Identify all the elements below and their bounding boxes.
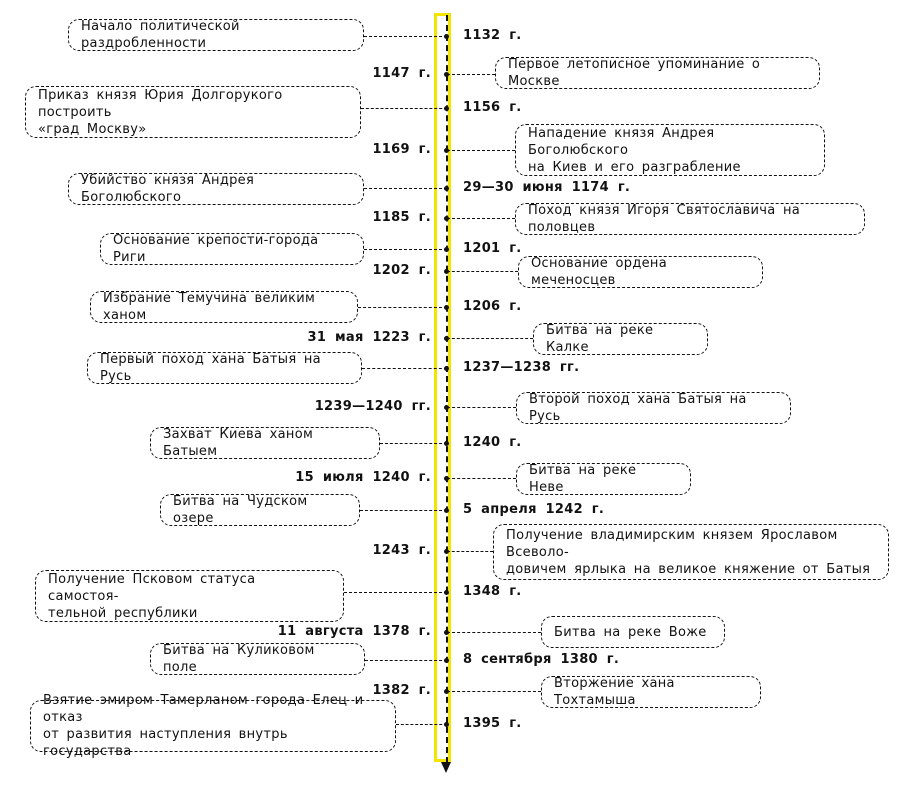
- event-text: Основание ордена меченосцев: [531, 256, 667, 288]
- event-box: [150, 427, 380, 459]
- event-connector: [447, 74, 495, 75]
- event-box: [160, 494, 360, 526]
- event-box: [516, 463, 691, 495]
- event-connector: [447, 632, 541, 633]
- event-date: 31 мая 1223 г.: [307, 330, 431, 345]
- event-date: 15 июля 1240 г.: [295, 470, 431, 485]
- event-box: [90, 291, 358, 323]
- event-box: [515, 124, 825, 176]
- timeline-axis: [446, 15, 448, 763]
- event-box: [68, 19, 364, 51]
- event-connector: [362, 368, 447, 369]
- event-text: Битва на реке Воже: [554, 624, 707, 640]
- event-text: Нападение князя Андрея Боголюбского на Киев и его разграбление: [528, 125, 741, 175]
- event-text: Приказ князя Юрия Долгорукого построить «град Москву»: [38, 87, 283, 137]
- event-box: [87, 352, 362, 384]
- event-connector: [360, 510, 447, 511]
- event-text: Битва на Чудском озере: [173, 494, 308, 526]
- event-box: [516, 392, 791, 424]
- event-text: Убийство князя Андрея Боголюбского: [81, 173, 255, 205]
- event-box: [533, 323, 708, 355]
- event-box: [30, 693, 396, 759]
- event-connector: [447, 478, 516, 479]
- event-connector: [447, 218, 515, 219]
- event-connector: [364, 36, 447, 37]
- event-connector: [447, 271, 518, 272]
- event-date: 1156 г.: [463, 100, 522, 115]
- event-connector: [361, 108, 447, 109]
- timeline-axis-highlight: [434, 13, 451, 762]
- event-text: Захват Киева ханом Батыем: [163, 427, 314, 459]
- event-box: [493, 524, 889, 580]
- event-connector: [447, 407, 516, 408]
- event-date: 1206 г.: [463, 299, 522, 314]
- event-connector: [364, 249, 447, 250]
- event-text: Основание крепости-города Риги: [113, 233, 319, 265]
- event-box: [150, 643, 365, 675]
- event-text: Поход князя Игоря Святославича на половцев: [528, 203, 801, 235]
- event-text: Избрание Темучина великим ханом: [103, 291, 316, 323]
- event-connector: [447, 551, 493, 552]
- event-box: [495, 57, 820, 89]
- event-box: [25, 86, 361, 138]
- event-text: Битва на Куликовом поле: [163, 643, 315, 675]
- event-connector: [396, 724, 447, 725]
- event-text: Получение Псковом статуса самостоя- тельной республики: [48, 571, 256, 621]
- event-date: 1132 г.: [463, 28, 522, 43]
- event-connector: [364, 188, 447, 189]
- event-connector: [358, 307, 447, 308]
- event-date: 1185 г.: [372, 210, 431, 225]
- event-connector: [380, 443, 447, 444]
- event-date: 1147 г.: [372, 66, 431, 81]
- event-box: [35, 570, 344, 622]
- event-date: 1202 г.: [372, 263, 431, 278]
- timeline-arrow-icon: [441, 762, 451, 773]
- event-date: 11 августа 1378 г.: [277, 624, 431, 639]
- event-connector: [365, 660, 447, 661]
- event-box: [518, 256, 763, 288]
- event-date: 1239—1240 гг.: [314, 399, 431, 414]
- event-date: 1382 г.: [372, 683, 431, 698]
- event-text: Второй поход хана Батыя на Русь: [529, 392, 747, 424]
- event-box: [541, 676, 761, 708]
- event-connector: [447, 150, 515, 151]
- event-date: 1201 г.: [463, 241, 522, 256]
- event-text: Начало политической раздробленности: [81, 19, 240, 51]
- event-date: 8 сентября 1380 г.: [463, 652, 620, 667]
- event-date: 1243 г.: [372, 543, 431, 558]
- event-date: 1395 г.: [463, 716, 522, 731]
- event-connector: [344, 592, 447, 593]
- event-text: Первый поход хана Батыя на Русь: [100, 352, 321, 384]
- event-connector: [447, 691, 541, 692]
- event-date: 1240 г.: [463, 435, 522, 450]
- event-text: Битва на реке Неве: [529, 463, 637, 495]
- event-box: [100, 233, 364, 265]
- event-box: [68, 173, 364, 205]
- event-text: Битва на реке Калке: [546, 323, 654, 355]
- event-text: Вторжение хана Тохтамыша: [554, 676, 675, 708]
- event-date: 1169 г.: [372, 142, 431, 157]
- event-box: [541, 616, 725, 648]
- event-date: 5 апреля 1242 г.: [463, 502, 605, 517]
- event-box: [515, 203, 865, 235]
- event-date: 29—30 июня 1174 г.: [463, 180, 631, 195]
- event-text: Получение владимирским князем Ярославом Всеволо- довичем ярлыка на великое княжение от Батыя: [506, 527, 871, 577]
- event-text: Взятие эмиром Тамерланом города Елец и отказ от развития наступления внутрь государства: [43, 693, 364, 759]
- event-connector: [447, 338, 533, 339]
- event-text: Первое летописное упоминание о Москве: [508, 57, 761, 89]
- event-date: 1237—1238 гг.: [463, 360, 580, 375]
- event-date: 1348 г.: [463, 584, 522, 599]
